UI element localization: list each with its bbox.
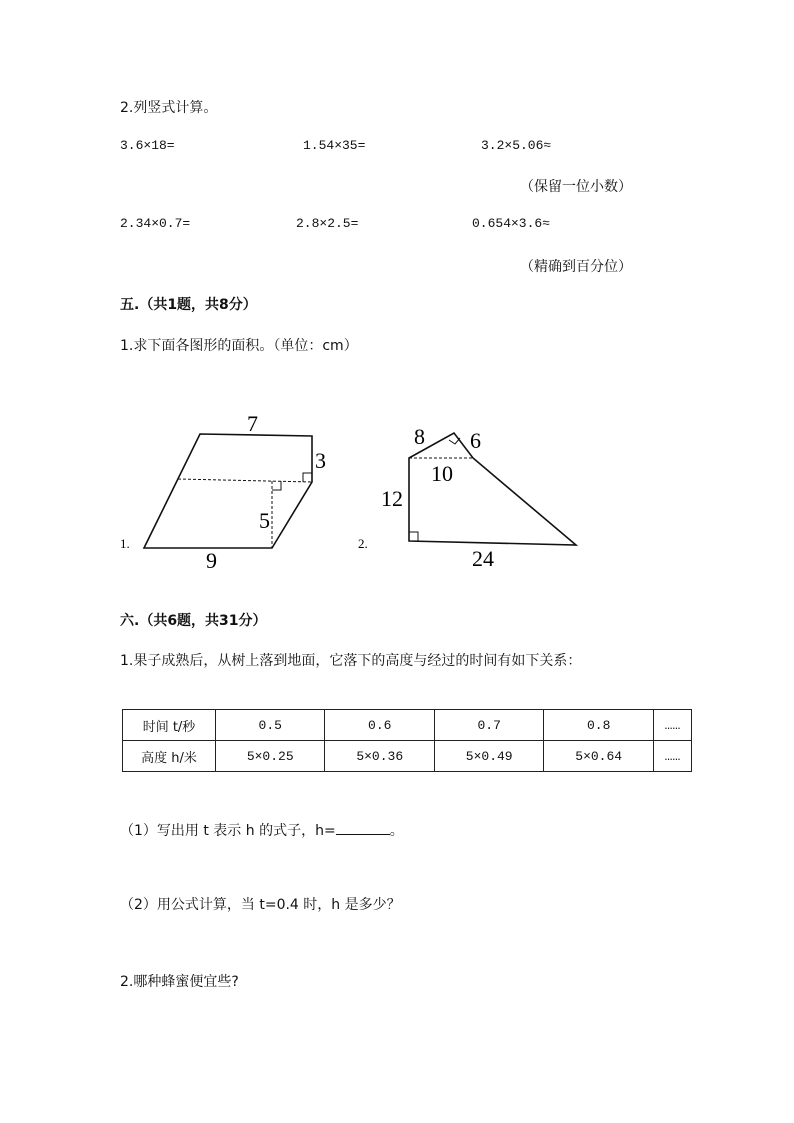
- question-text: 1.求下面各图形的面积。（单位：cm）: [120, 338, 358, 354]
- sub-question: [120, 820, 404, 840]
- table-cell: 0.6: [325, 710, 434, 741]
- question-title: 2.列竖式计算。: [120, 100, 218, 116]
- right-angle-mark: [409, 532, 418, 541]
- table-header-cell: 时间 t/秒: [123, 710, 216, 741]
- calc-problem: 2.8×2.5=: [296, 216, 359, 231]
- dim-left: 12: [381, 486, 403, 511]
- calc-problem: 1.54×35=: [303, 138, 366, 153]
- dim-bottom: 24: [472, 546, 494, 571]
- time-height-table: [122, 709, 692, 772]
- calc-problem: 0.654×3.6≈: [472, 216, 551, 231]
- table-cell: 0.5: [216, 710, 325, 741]
- table-cell: 5×0.25: [216, 741, 325, 772]
- table-cell: ……: [653, 710, 691, 741]
- question-text: 2.哪种蜂蜜便宜些?: [120, 974, 239, 990]
- dim-bottom: 9: [206, 548, 217, 573]
- trapezoid-outline: [144, 434, 312, 548]
- table-cell: 5×0.49: [434, 741, 543, 772]
- geometry-figures: [0, 390, 794, 580]
- question-text: 1.果子成熟后，从树上落到地面，它落下的高度与经过的时间有如下关系：: [120, 653, 582, 669]
- figure-label: 1.: [120, 536, 130, 551]
- dim-mid: 10: [431, 461, 453, 486]
- rounding-note: （精确到百分位）: [520, 259, 632, 275]
- right-angle-mark: [272, 481, 281, 490]
- figure-trapezoid: [120, 411, 326, 573]
- sub-question-end: 。: [389, 823, 404, 839]
- table-row: [123, 741, 692, 772]
- section-header: 六.（共6题，共31分）: [120, 613, 267, 629]
- calc-problem: 3.2×5.06≈: [481, 138, 552, 153]
- table-cell: 5×0.36: [325, 741, 434, 772]
- sub-question: （2）用公式计算，当 t=0.4 时，h 是多少？: [120, 897, 401, 913]
- table-cell: 0.7: [434, 710, 543, 741]
- dim-right: 3: [315, 448, 326, 473]
- right-angle-mark: [303, 473, 312, 482]
- dim-height: 5: [259, 508, 270, 533]
- answer-blank[interactable]: [336, 820, 390, 835]
- dim-top: 7: [247, 411, 258, 436]
- calc-problem: 2.34×0.7=: [120, 216, 191, 231]
- dim-slant-right: 6: [470, 428, 481, 453]
- rounding-note: （保留一位小数）: [520, 179, 632, 195]
- section-header: 五.（共1题，共8分）: [120, 297, 257, 313]
- dashed-horizontal: [178, 479, 312, 482]
- calc-problem: 3.6×18=: [120, 138, 175, 153]
- table-cell: 5×0.64: [544, 741, 653, 772]
- table-cell: 0.8: [544, 710, 653, 741]
- table-cell: ……: [653, 741, 691, 772]
- table-row: [123, 710, 692, 741]
- table-header-cell: 高度 h/米: [123, 741, 216, 772]
- figure-label: 2.: [358, 536, 368, 551]
- composite-outline: [409, 433, 576, 545]
- sub-question-text: （1）写出用 t 表示 h 的式子，h=: [120, 823, 336, 839]
- dim-slant-left: 8: [414, 424, 425, 449]
- figure-composite: [358, 424, 576, 571]
